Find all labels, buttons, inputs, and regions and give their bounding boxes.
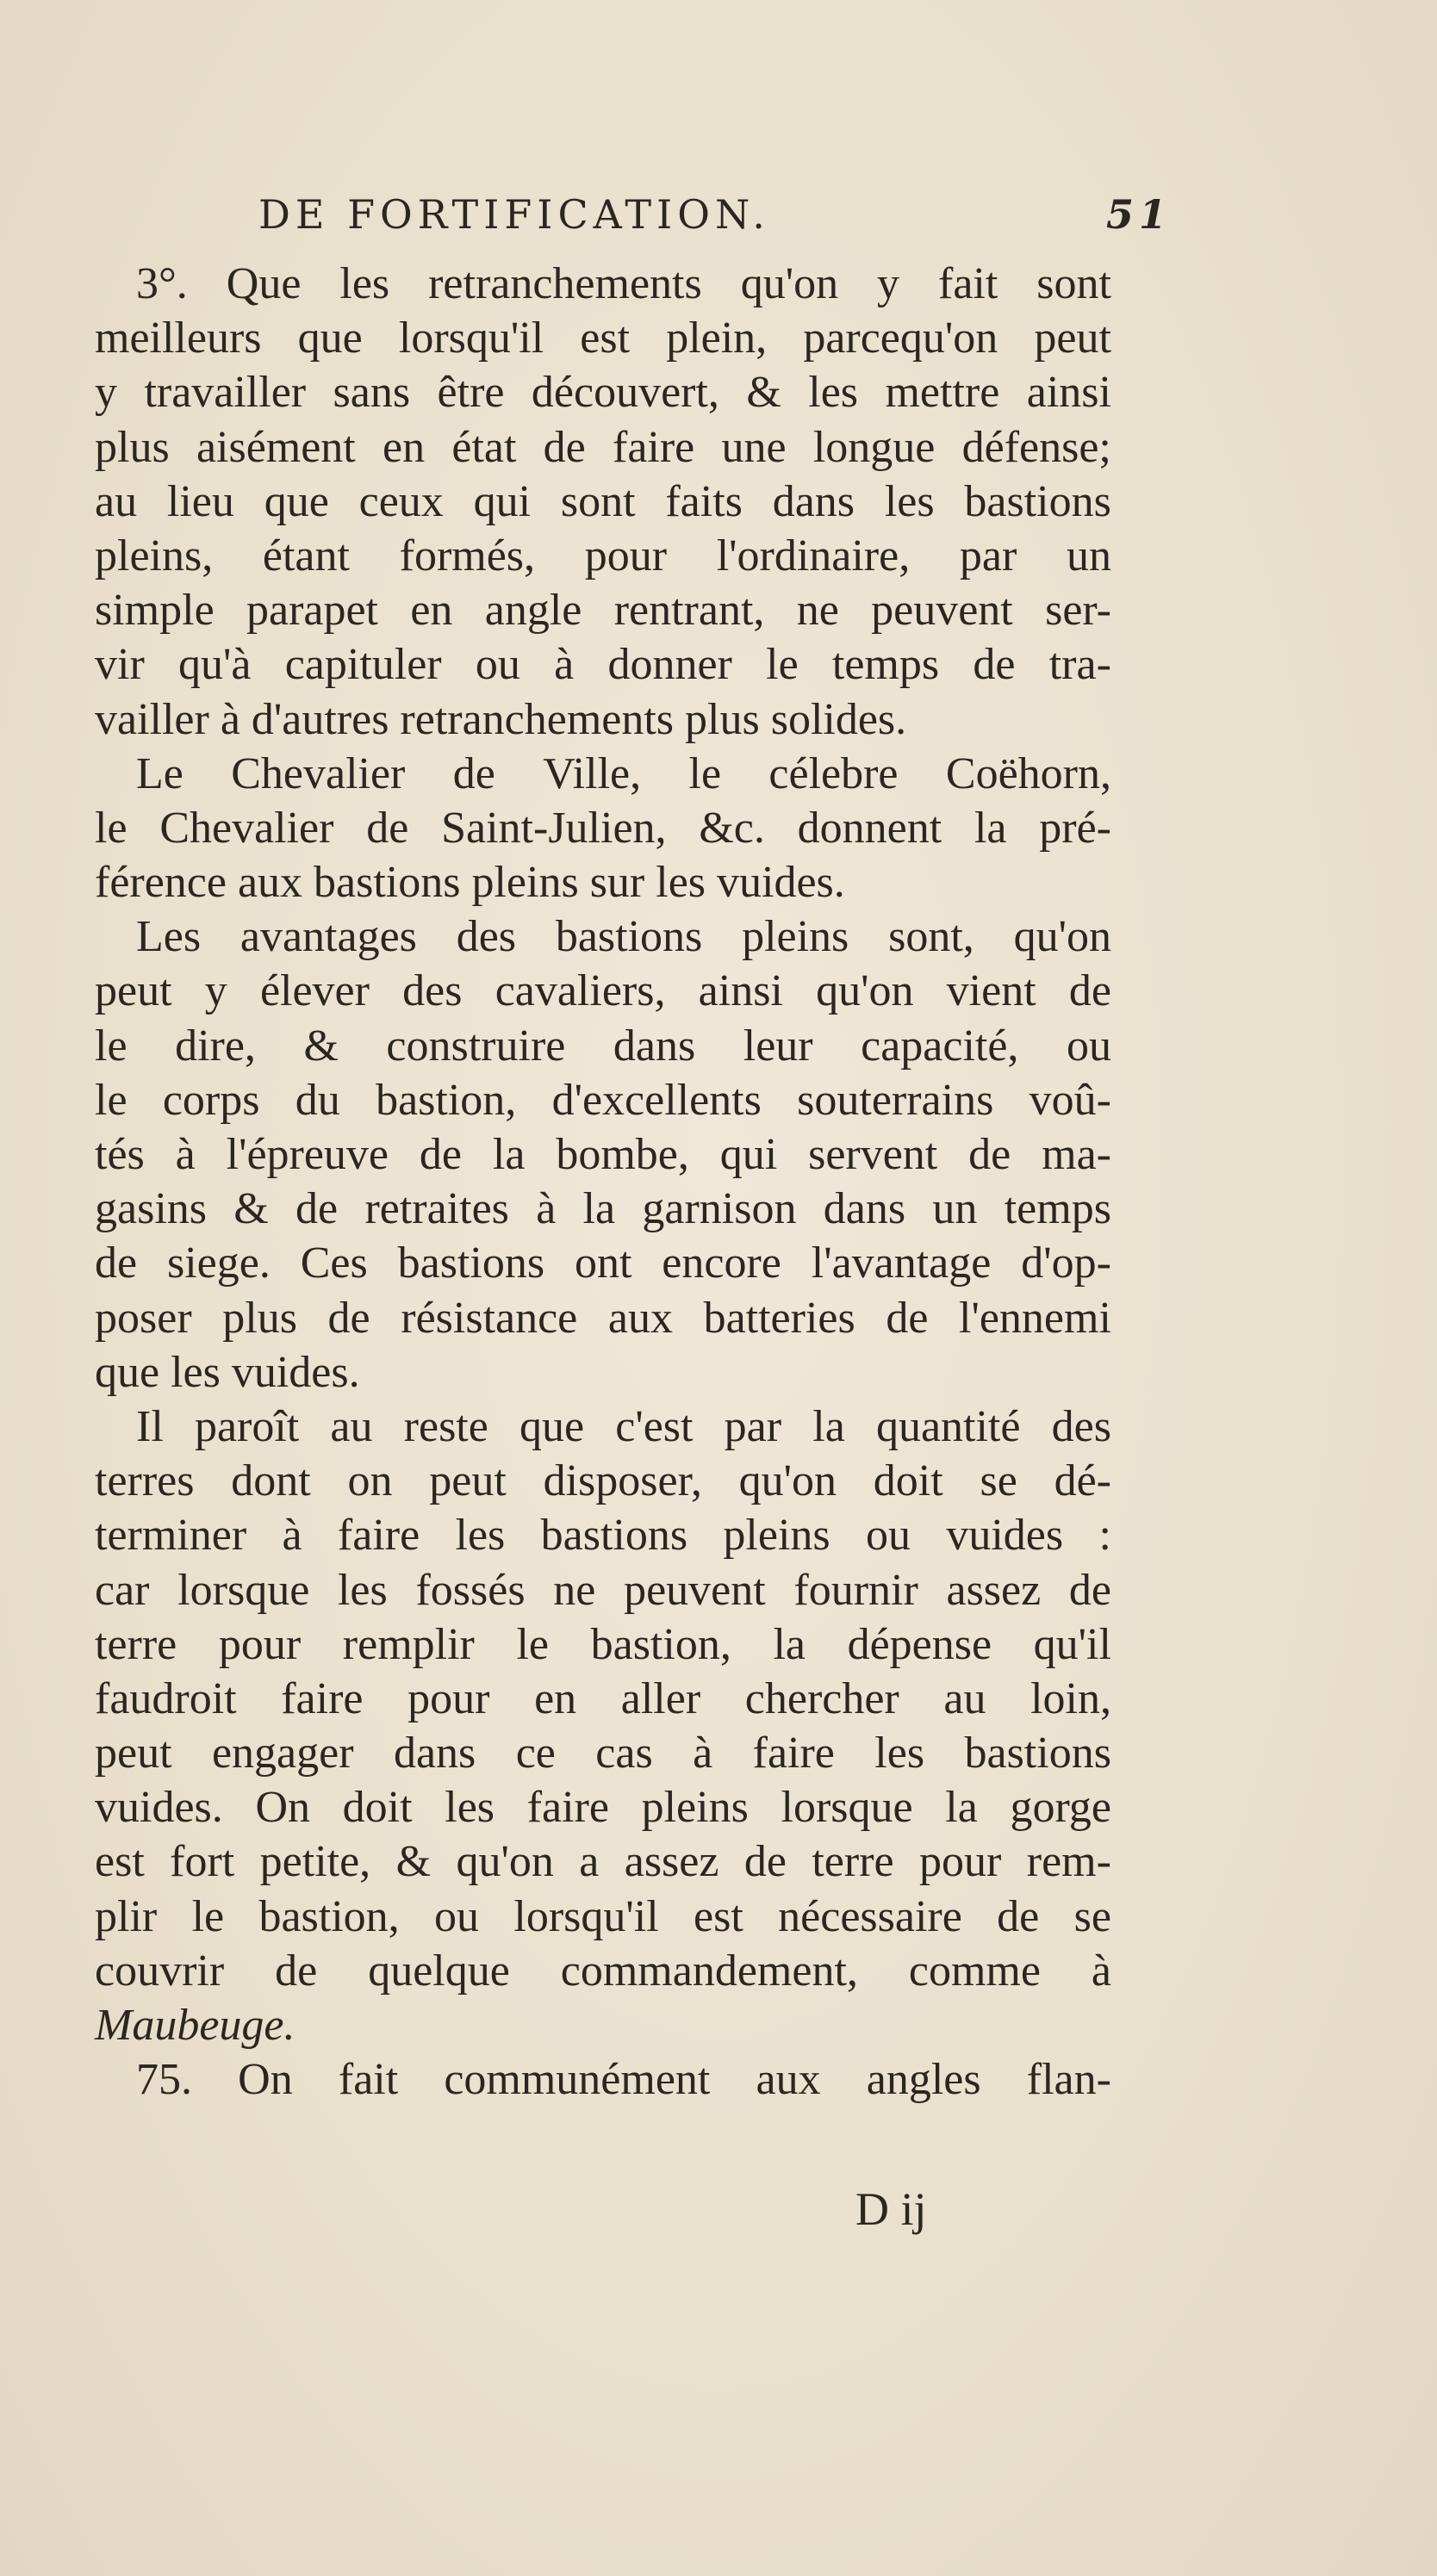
- text-line: férence aux bastions pleins sur les vuides.: [95, 858, 845, 908]
- text-line: pleins, étant formés, pour l'ordinaire, par un: [95, 531, 1111, 580]
- text-line: plus aisément en état de faire une longue défense;: [95, 422, 1111, 472]
- paragraph: [95, 747, 1111, 910]
- text-line: tés à l'épreuve de la bombe, qui servent de ma-: [95, 1130, 1111, 1179]
- text-line: faudroit faire pour en aller chercher au loin,: [95, 1673, 1111, 1723]
- text-line: plir le bastion, ou lorsqu'il est nécessaire de se: [95, 1891, 1111, 1941]
- text-line: terres dont on peut disposer, qu'on doit se dé-: [95, 1456, 1111, 1506]
- text-line: meilleurs que lorsqu'il est plein, parcequ'on peut: [95, 313, 1111, 363]
- text-line: car lorsque les fossés ne peuvent fournir assez de: [95, 1565, 1111, 1615]
- text-line: terre pour remplir le bastion, la dépense qu'il: [95, 1619, 1111, 1669]
- text-line: 75. On fait communément aux angles flan-: [136, 2055, 1111, 2105]
- text-line: Le Chevalier de Ville, le célebre Coëhorn,: [136, 748, 1111, 798]
- text-line: simple parapet en angle rentrant, ne peuvent ser-: [95, 586, 1111, 636]
- text-line: le dire, & construire dans leur capacité, ou: [95, 1021, 1111, 1071]
- text-line: couvrir de quelque commandement, comme à: [95, 1946, 1111, 1996]
- text-line: vailler à d'autres retranchements plus solides.: [95, 694, 907, 744]
- text-line: poser plus de résistance aux batteries de l'ennemi: [95, 1293, 1111, 1343]
- paragraph: [95, 909, 1111, 1400]
- text-line: Les avantages des bastions pleins sont, qu'on: [136, 912, 1111, 962]
- text-line: Maubeuge.: [95, 2001, 295, 2050]
- body-text: [95, 257, 1111, 2107]
- text-line: le Chevalier de Saint-Julien, &c. donnent la pré-: [95, 803, 1111, 853]
- text-line: au lieu que ceux qui sont faits dans les bastions: [95, 476, 1111, 526]
- text-line: y travailler sans être découvert, & les mettre ainsi: [95, 368, 1111, 418]
- text-line: que les vuides.: [95, 1347, 360, 1397]
- text-line: terminer à faire les bastions pleins ou vuides :: [95, 1511, 1111, 1561]
- text-line: peut y élever des cavaliers, ainsi qu'on vient de: [95, 966, 1111, 1016]
- page-number: 51: [1105, 191, 1172, 238]
- text-line: de siege. Ces bastions ont encore l'avantage d'op-: [95, 1238, 1111, 1288]
- running-title: DE FORTIFICATION.: [258, 191, 770, 238]
- text-line: peut engager dans ce cas à faire les bastions: [95, 1729, 1111, 1778]
- signature-mark: D ij: [855, 2183, 927, 2235]
- text-line: gasins & de retraites à la garnison dans un temps: [95, 1184, 1111, 1234]
- paragraph: [95, 257, 1111, 747]
- text-line: vir qu'à capituler ou à donner le temps de tra-: [95, 640, 1111, 690]
- paragraph: [95, 1400, 1111, 2052]
- text-line: est fort petite, & qu'on a assez de terre pour rem-: [95, 1837, 1111, 1887]
- text-line: vuides. On doit les faire pleins lorsque la gorge: [95, 1783, 1111, 1833]
- running-header: [258, 191, 1172, 251]
- text-line: Il paroît au reste que c'est par la quantité des: [136, 1401, 1111, 1451]
- text-line: 3°. Que les retranchements qu'on y fait sont: [136, 259, 1111, 308]
- paragraph: [95, 2052, 1111, 2107]
- text-line: le corps du bastion, d'excellents souterrains voû-: [95, 1075, 1111, 1125]
